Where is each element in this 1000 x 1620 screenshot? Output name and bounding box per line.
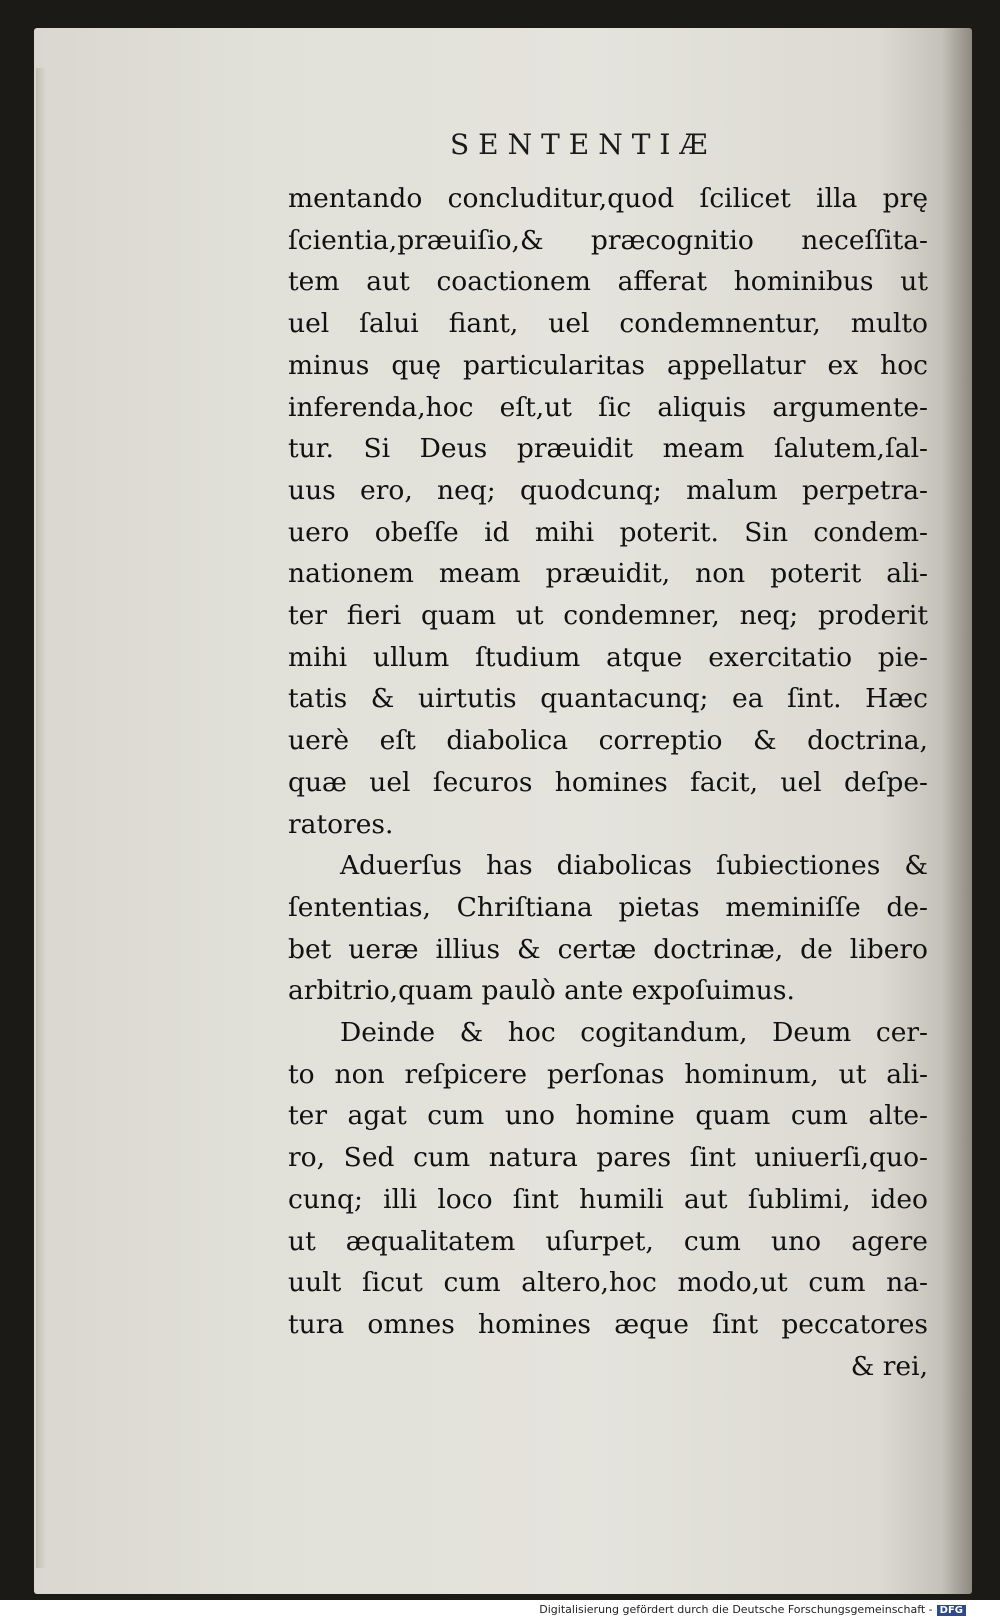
text-line: tur. Si Deus præuidit meam ſalutem,ſal- — [288, 433, 928, 465]
text-line: inferenda,hoc eſt,ut ſic aliquis argumente- — [288, 391, 928, 423]
text-line: to non reſpicere perſonas hominum, ut ali- — [288, 1058, 928, 1090]
page-edge-shadow — [942, 28, 972, 1594]
text-line: ter agat cum uno homine quam cum alte- — [288, 1100, 928, 1132]
catchword: & rei, — [850, 1350, 928, 1382]
dfg-logo: DFG — [937, 1605, 966, 1616]
text-line: bet ueræ illius & certæ doctrinæ, de libero — [288, 933, 928, 965]
text-line: ter fieri quam ut condemner, neq; proderit — [288, 600, 928, 632]
text-line: ro, Sed cum natura pares ſint uniuerſi,quo- — [288, 1142, 928, 1174]
text-line: uero obeſſe id mihi poterit. Sin condem- — [288, 516, 928, 548]
text-line: ut æqualitatem uſurpet, cum uno agere — [288, 1225, 928, 1257]
body-text — [288, 178, 928, 1387]
text-line: Deinde & hoc cogitandum, Deum cer- — [340, 1017, 928, 1049]
text-line: ratores. — [288, 808, 394, 840]
text-line: uus ero, neq; quodcunq; malum perpetra- — [288, 474, 928, 506]
text-line: Aduerſus has diabolicas ſubiectiones & — [340, 850, 928, 882]
text-line: arbitrio,quam paulò ante expoſuimus. — [288, 975, 795, 1007]
text-line: quæ uel ſecuros homines facit, uel deſpe- — [288, 766, 928, 798]
footer-credit — [539, 1603, 966, 1616]
text-line: nationem meam præuidit, non poterit ali- — [288, 558, 928, 590]
text-line: uel ſalui fiant, uel condemnentur, multo — [288, 308, 928, 340]
text-line: minus quę particularitas appellatur ex hoc — [288, 349, 928, 381]
running-head: SENTENTIÆ — [450, 128, 717, 161]
text-line: mentando concluditur,quod ſcilicet illa prę — [288, 183, 928, 214]
page-gutter-shadow — [36, 68, 46, 1568]
footer-credit-text: Digitalisierung gefördert durch die Deutsche Forschungsgemeinschaft - — [539, 1603, 933, 1616]
text-line: ſcientia,præuiſio,& præcognitio neceſſita- — [288, 224, 928, 256]
text-line: uult ſicut cum altero,hoc modo,ut cum na- — [288, 1267, 928, 1299]
text-line: uerè eſt diabolica correptio & doctrina, — [288, 725, 928, 757]
text-line: tem aut coactionem afferat hominibus ut — [288, 266, 928, 298]
text-line: tura omnes homines æque ſint peccatores — [288, 1308, 928, 1340]
text-line: tatis & uirtutis quantacunq; ea ſint. Hæc — [288, 683, 928, 715]
text-line: ſententias, Chriſtiana pietas meminiſſe de- — [288, 891, 928, 923]
text-line: cunq; illi loco ſint humili aut ſublimi, ideo — [288, 1183, 928, 1215]
text-line: mihi ullum ſtudium atque exercitatio pie- — [288, 641, 928, 673]
